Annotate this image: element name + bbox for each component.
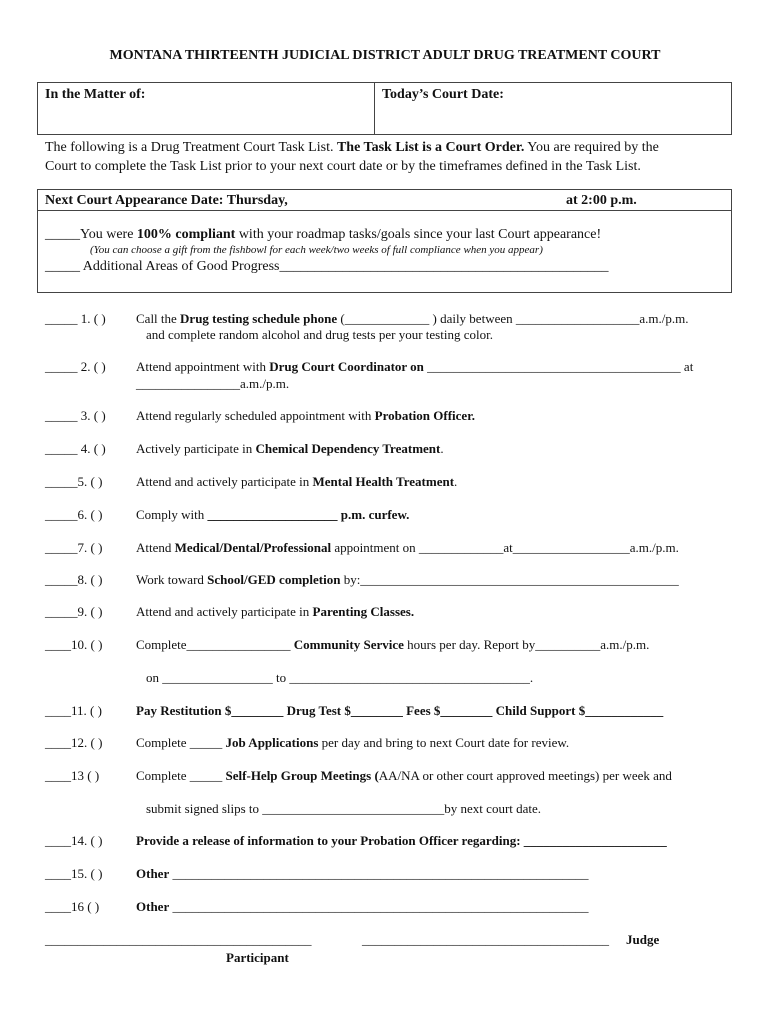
task-14-text: Provide a release of information to your Probation Officer regarding: ______________________ <box>136 833 667 848</box>
intro-text <box>45 138 659 176</box>
task-6-number: _____6. ( ) <box>45 507 103 522</box>
next-appearance-label: Next Court Appearance Date: Thursday, <box>45 193 288 208</box>
task-5-text: Attend and actively participate in Mental Health Treatment. <box>136 474 458 489</box>
judge-label: Judge <box>626 932 660 947</box>
matter-label: In the Matter of: <box>45 87 146 102</box>
judge-signature-line: ______________________________________ <box>362 932 609 947</box>
task-8-number: _____8. ( ) <box>45 572 103 587</box>
task-14-number: ____14. ( ) <box>45 833 103 848</box>
intro-line1-c: You are required by the <box>524 140 659 155</box>
task-11-text: Pay Restitution $________ Drug Test $________ Fees $________ Child Support $____________ <box>136 703 664 718</box>
task-7-number: _____7. ( ) <box>45 540 103 555</box>
compliance-c: with your roadmap tasks/goals since your last Court appearance! <box>235 227 602 242</box>
task-10-continuation: on _________________ to _____________________________________. <box>146 670 534 685</box>
compliance-b: 100% compliant <box>136 227 236 242</box>
case-header-box <box>37 82 732 135</box>
task-10-text: Complete________________ Community Service hours per day. Report by__________a.m./p.m. <box>136 637 650 652</box>
compliance-a: _____You were <box>45 227 137 242</box>
participant-label: Participant <box>226 950 289 965</box>
task-13-continuation: submit signed slips to ____________________________by next court date. <box>146 801 542 816</box>
compliance-line <box>45 227 601 243</box>
task-6-text: Comply with ____________________ p.m. curfew. <box>136 507 410 522</box>
task-8-text: Work toward School/GED completion by:_________________________________________________ <box>136 572 679 587</box>
task-4-number: _____ 4. ( ) <box>45 441 106 456</box>
task-1-number: _____ 1. ( ) <box>45 311 106 326</box>
intro-line1-a: The following is a Drug Treatment Court Task List. <box>45 140 337 155</box>
task-11-number: ____11. ( ) <box>45 703 102 718</box>
task-9-number: _____9. ( ) <box>45 604 103 619</box>
task-1-continuation: and complete random alcohol and drug tests per your testing color. <box>146 327 493 342</box>
task-4-text: Actively participate in Chemical Dependency Treatment. <box>136 441 444 456</box>
task-5-number: _____5. ( ) <box>45 474 103 489</box>
task-2-number: _____ 2. ( ) <box>45 359 106 374</box>
court-date-label: Today’s Court Date: <box>382 87 504 102</box>
page-title: MONTANA THIRTEENTH JUDICIAL DISTRICT ADULT DRUG TREATMENT COURT <box>109 48 661 63</box>
intro-court-order: The Task List is a Court Order. <box>336 140 525 155</box>
task-13-number: ____13 ( ) <box>45 768 100 783</box>
task-15-number: ____15. ( ) <box>45 866 103 881</box>
task-10-number: ____10. ( ) <box>45 637 103 652</box>
task-13-text: Complete _____ Self-Help Group Meetings (AA/NA or other court approved meetings) per week and <box>136 768 672 783</box>
task-16-number: ____16 ( ) <box>45 899 100 914</box>
task-12-text: Complete _____ Job Applications per day and bring to next Court date for review. <box>136 735 570 750</box>
task-7-text: Attend Medical/Dental/Professional appointment on _____________at__________________a.m./p.m. <box>136 540 679 555</box>
appearance-divider <box>38 210 731 211</box>
task-3-number: _____ 3. ( ) <box>45 408 106 423</box>
task-3-text: Attend regularly scheduled appointment with Probation Officer. <box>136 408 476 423</box>
task-15-text: Other ________________________________________________________________ <box>136 866 589 881</box>
intro-line2: Court to complete the Task List prior to your next court date or by the timeframes defined in the Task List. <box>45 159 641 174</box>
task-12-number: ____12. ( ) <box>45 735 103 750</box>
appearance-box <box>37 189 732 293</box>
header-divider <box>374 83 375 134</box>
participant-signature-line: _________________________________________ <box>45 932 312 947</box>
task-2-continuation: ________________a.m./p.m. <box>136 376 290 391</box>
task-2-text: Attend appointment with Drug Court Coordinator on _______________________________________ at <box>136 359 694 374</box>
fishbowl-note: (You can choose a gift from the fishbowl for each week/two weeks of full compliance when you appear) <box>90 244 543 256</box>
task-16-text: Other ________________________________________________________________ <box>136 899 589 914</box>
good-progress-line: _____ Additional Areas of Good Progress_______________________________________________ <box>45 259 609 274</box>
task-1-text: Call the Drug testing schedule phone (_____________ ) daily between ___________________a.m./p.m. <box>136 311 689 326</box>
task-9-text: Attend and actively participate in Parenting Classes. <box>136 604 415 619</box>
appearance-time: at 2:00 p.m. <box>566 193 637 208</box>
